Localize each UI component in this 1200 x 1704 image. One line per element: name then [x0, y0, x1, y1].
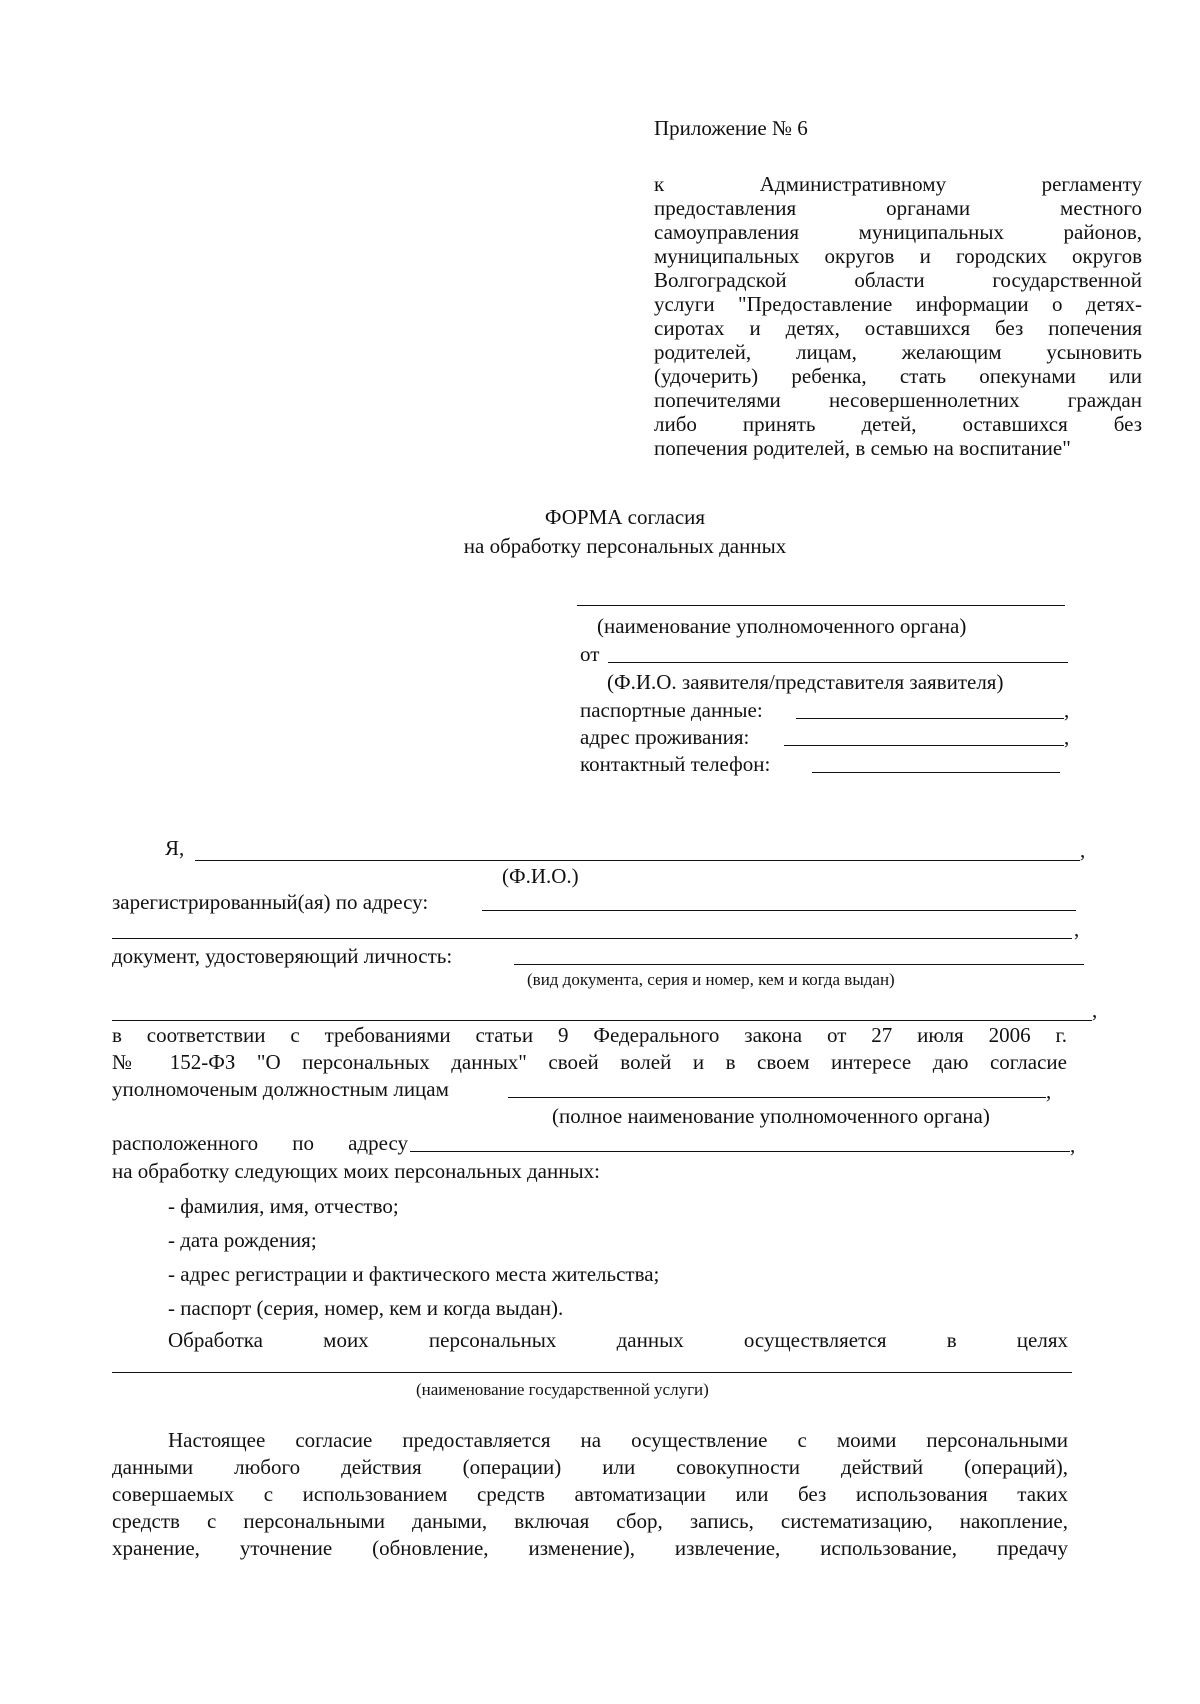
comma: ,: [1070, 1133, 1076, 1157]
phone-label: контактный телефон:: [580, 752, 771, 776]
passport-field[interactable]: [796, 718, 1064, 719]
consenter-name-field[interactable]: [195, 860, 1080, 861]
comma: ,: [1092, 998, 1098, 1022]
identity-doc-caption: (вид документа, серия и номер, кем и когда выдан): [527, 970, 895, 989]
authority-name-field[interactable]: [577, 605, 1065, 606]
identity-doc-label: документ, удостоверяющий личность:: [112, 944, 453, 968]
paragraph-line: хранение, уточнение (обновление, изменение), извлечение, использование, предачу: [112, 1536, 1068, 1560]
appendix-line: муниципальных округов и городских округов: [654, 244, 1142, 268]
authority-caption: (наименование уполномоченного органа): [597, 614, 967, 638]
appendix-line: сиротах и детях, оставшихся без попечения: [654, 316, 1142, 340]
data-item: - дата рождения;: [168, 1228, 317, 1252]
registered-label: зарегистрированный(ая) по адресу:: [112, 890, 429, 914]
appendix-line: либо принять детей, оставшихся без: [654, 412, 1142, 436]
appendix-line: предоставления органами местного: [654, 196, 1142, 220]
address-field[interactable]: [784, 745, 1064, 746]
appendix-line: Волгоградской области государственной: [654, 268, 1142, 292]
fio-caption: (Ф.И.О.): [502, 864, 579, 888]
registered-address-field-cont[interactable]: [112, 938, 1072, 939]
appendix-line: услуги "Предоставление информации о детях-: [654, 292, 1142, 316]
appendix-line: к Административному регламенту: [654, 172, 1142, 196]
appendix-line-last: попечения родителей, в семью на воспитание": [654, 436, 1071, 460]
service-name-field[interactable]: [112, 1372, 1072, 1373]
comma: ,: [1046, 1079, 1052, 1103]
registered-address-field[interactable]: [482, 910, 1076, 911]
authority-full-caption: (полное наименование уполномоченного органа): [552, 1104, 990, 1128]
form-title: ФОРМА согласия: [544, 505, 706, 529]
purpose-line: Обработка моих персональных данных осуществляется в целях: [168, 1328, 1068, 1352]
identity-doc-field-cont[interactable]: [112, 1020, 1092, 1021]
paragraph-line: данными любого действия (операции) или совокупности действий (операций),: [112, 1455, 1068, 1479]
law-line: в соответствии с требованиями статьи 9 Федерального закона от 27 июля 2006 г.: [112, 1023, 1067, 1047]
appendix-line: попечителями несовершеннолетних граждан: [654, 388, 1142, 412]
appendix-line: (удочерить) ребенка, стать опекунами или: [654, 364, 1142, 388]
located-label: расположенного по адресу: [112, 1131, 408, 1155]
appendix-line: самоуправления муниципальных районов,: [654, 220, 1142, 244]
paragraph-line: средств с персональными даными, включая сбор, запись, систематизацию, накопление,: [112, 1509, 1068, 1533]
comma: ,: [1080, 838, 1086, 862]
data-item: - паспорт (серия, номер, кем и когда выдан).: [168, 1296, 564, 1320]
law-line: № 152-ФЗ "О персональных данных" своей волей и в своем интересе даю согласие: [112, 1050, 1067, 1074]
i-label: Я,: [165, 836, 185, 860]
appendix-title: Приложение № 6: [654, 116, 808, 140]
authority-address-field[interactable]: [410, 1151, 1070, 1152]
comma: ,: [1064, 725, 1070, 749]
officials-label: уполномоченым должностным лицам: [112, 1077, 449, 1101]
passport-label: паспортные данные:: [580, 698, 763, 722]
service-caption: (наименование государственной услуги): [416, 1380, 709, 1399]
comma: ,: [1074, 917, 1080, 941]
phone-field[interactable]: [812, 772, 1060, 773]
from-label: от: [580, 642, 600, 666]
data-item: - адрес регистрации и фактического места жительства;: [168, 1262, 660, 1286]
paragraph-line: совершаемых с использованием средств автоматизации или без использования таких: [112, 1482, 1068, 1506]
data-item: - фамилия, имя, отчество;: [168, 1194, 399, 1218]
comma: ,: [1064, 698, 1070, 722]
paragraph-line: Настоящее согласие предоставляется на осуществление с моими персональными: [168, 1428, 1068, 1452]
applicant-name-field[interactable]: [608, 662, 1068, 663]
authority-full-name-field[interactable]: [508, 1097, 1046, 1098]
form-subtitle: на обработку персональных данных: [463, 534, 787, 558]
appendix-line: родителей, лицам, желающим усыновить: [654, 340, 1142, 364]
processing-intro: на обработку следующих моих персональных данных:: [112, 1159, 600, 1183]
address-label: адрес проживания:: [580, 725, 750, 749]
applicant-caption: (Ф.И.О. заявителя/представителя заявителя): [607, 670, 1004, 694]
identity-doc-field[interactable]: [514, 964, 1084, 965]
